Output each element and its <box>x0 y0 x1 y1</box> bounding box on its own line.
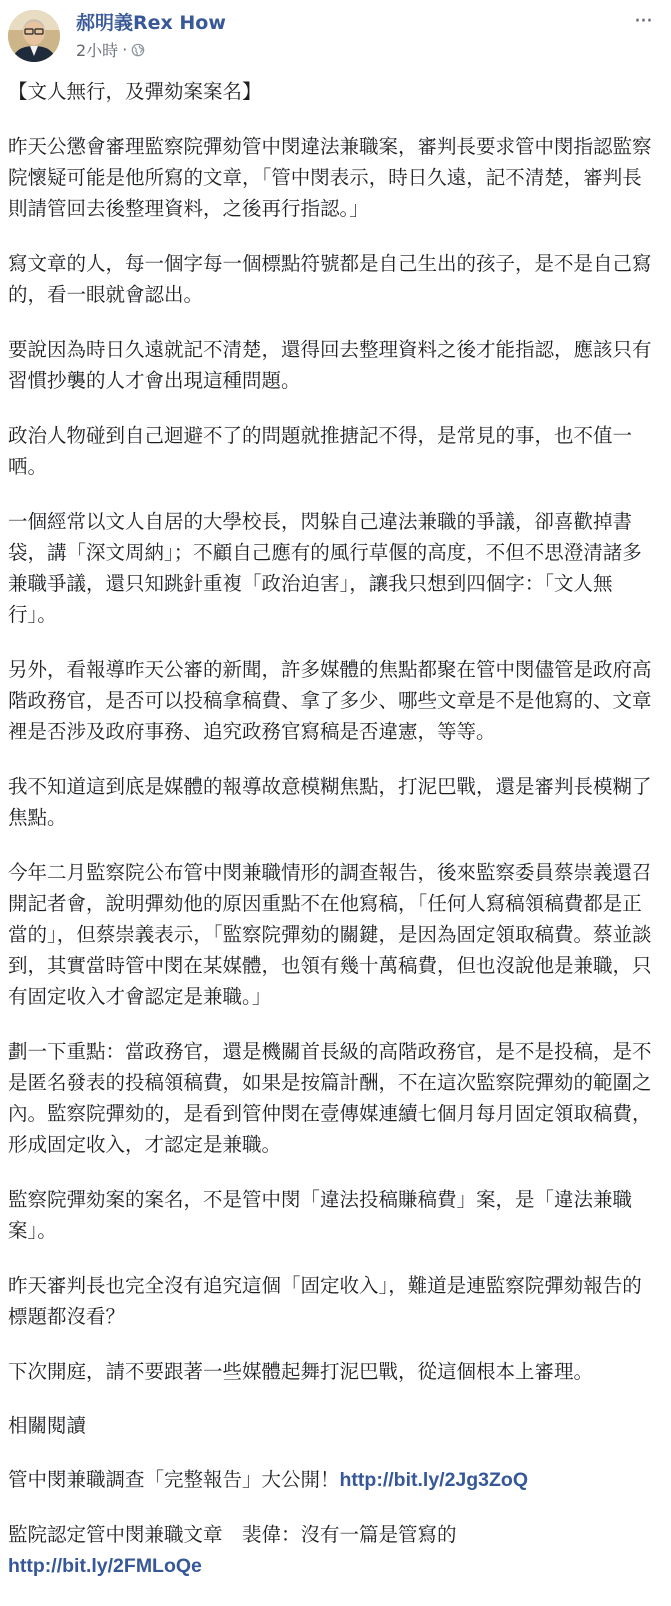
paragraph-3: 要說因為時日久遠就記不清楚，還得回去整理資料之後才能指認，應該只有習慣抄襲的人才會出現這種問題。 <box>8 338 652 392</box>
related-item-2 <box>8 1519 658 1582</box>
author-avatar[interactable] <box>8 10 60 62</box>
paragraph-2: 寫文章的人，每一個字每一個標點符號都是自己生出的孩子，是不是自己寫的，看一眼就會認出。 <box>8 252 652 306</box>
post-header <box>0 0 671 66</box>
paragraph-1: 昨天公懲會審理監察院彈劾管中閔違法兼職案，審判長要求管中閔指認監察院懷疑可能是他所寫的文章，「管中閔表示，時日久遠，記不清楚，審判長則請管回去後整理資料，之後再行指認。」 <box>8 135 652 220</box>
related-item-2-text: 監院認定管中閔兼職文章 裴偉：沒有一篇是管寫的 <box>8 1523 457 1546</box>
paragraph-11: 昨天審判長也完全沒有追究這個「固定收入」，難道是連監察院彈劾報告的標題都沒看？ <box>8 1274 642 1328</box>
paragraph-5: 一個經常以文人自居的大學校長，閃躲自己違法兼職的爭議，卻喜歡掉書袋，講「深文周納」；不顧自己應有的風行草偃的高度，不但不思澄清諸多兼職爭議，還只知跳針重複「政治迫害」，讓我只想到四個字：「文人無行」。 <box>8 510 642 626</box>
author-name[interactable]: 郝明義Rex How <box>76 12 226 34</box>
related-item-1-text: 管中閔兼職調查「完整報告」大公開！ <box>8 1468 340 1491</box>
paragraph-8: 今年二月監察院公布管中閔兼職情形的調查報告，後來監察委員蔡崇義還召開記者會，說明彈劾他的原因重點不在他寫稿，「任何人寫稿領稿費都是正當的」，但蔡崇義表示，「監察院彈劾的關鍵，是因為固定領取稿費。蔡並談到，其實當時管中閔在某媒體，也領有幾十萬稿費，但也沒說他是兼職，只有固定收入才會認定是兼職。」 <box>8 861 652 1008</box>
post-body <box>8 76 658 1606</box>
paragraph-12: 下次開庭，請不要跟著一些媒體起舞打泥巴戰，從這個根本上審理。 <box>8 1360 594 1383</box>
paragraph-6: 另外，看報導昨天公審的新聞，許多媒體的焦點都聚在管中閔儘管是政府高階政務官，是否可以投稿拿稿費、拿了多少、哪些文章是不是他寫的、文章裡是否涉及政府事務、追究政務官寫稿是否違憲，等等。 <box>8 658 652 743</box>
more-options-icon[interactable]: ··· <box>634 8 652 34</box>
related-heading: 相關閱讀 <box>8 1414 87 1437</box>
post-meta <box>76 38 145 61</box>
related-link-1[interactable]: http://bit.ly/2Jg3ZoQ <box>339 1469 529 1491</box>
meta-separator: · <box>122 40 128 59</box>
post-timestamp[interactable]: 2小時 <box>76 41 119 60</box>
paragraph-9: 劃一下重點：當政務官，還是機關首長級的高階政務官，是不是投稿，是不是匿名發表的投稿領稿費，如果是按篇計酬，不在這次監察院彈劾的範圍之內。監察院彈劾的，是看到管仲閔在壹傳媒連續七個月每月固定領取稿費，形成固定收入，才認定是兼職。 <box>8 1040 652 1156</box>
related-link-2[interactable]: http://bit.ly/2FMLoQe <box>8 1555 202 1577</box>
globe-icon[interactable] <box>131 43 145 57</box>
paragraph-10: 監察院彈劾案的案名，不是管中閔「違法投稿賺稿費」案，是「違法兼職案」。 <box>8 1188 633 1242</box>
paragraph-7: 我不知道這到底是媒體的報導故意模糊焦點，打泥巴戰，還是審判長模糊了焦點。 <box>8 775 652 829</box>
paragraph-4: 政治人物碰到自己迴避不了的問題就推搪記不得，是常見的事，也不值一哂。 <box>8 424 633 478</box>
avatar-photo-icon <box>8 10 60 62</box>
post-title: 【文人無行，及彈劾案案名】 <box>8 80 262 103</box>
related-item-1 <box>8 1464 658 1496</box>
